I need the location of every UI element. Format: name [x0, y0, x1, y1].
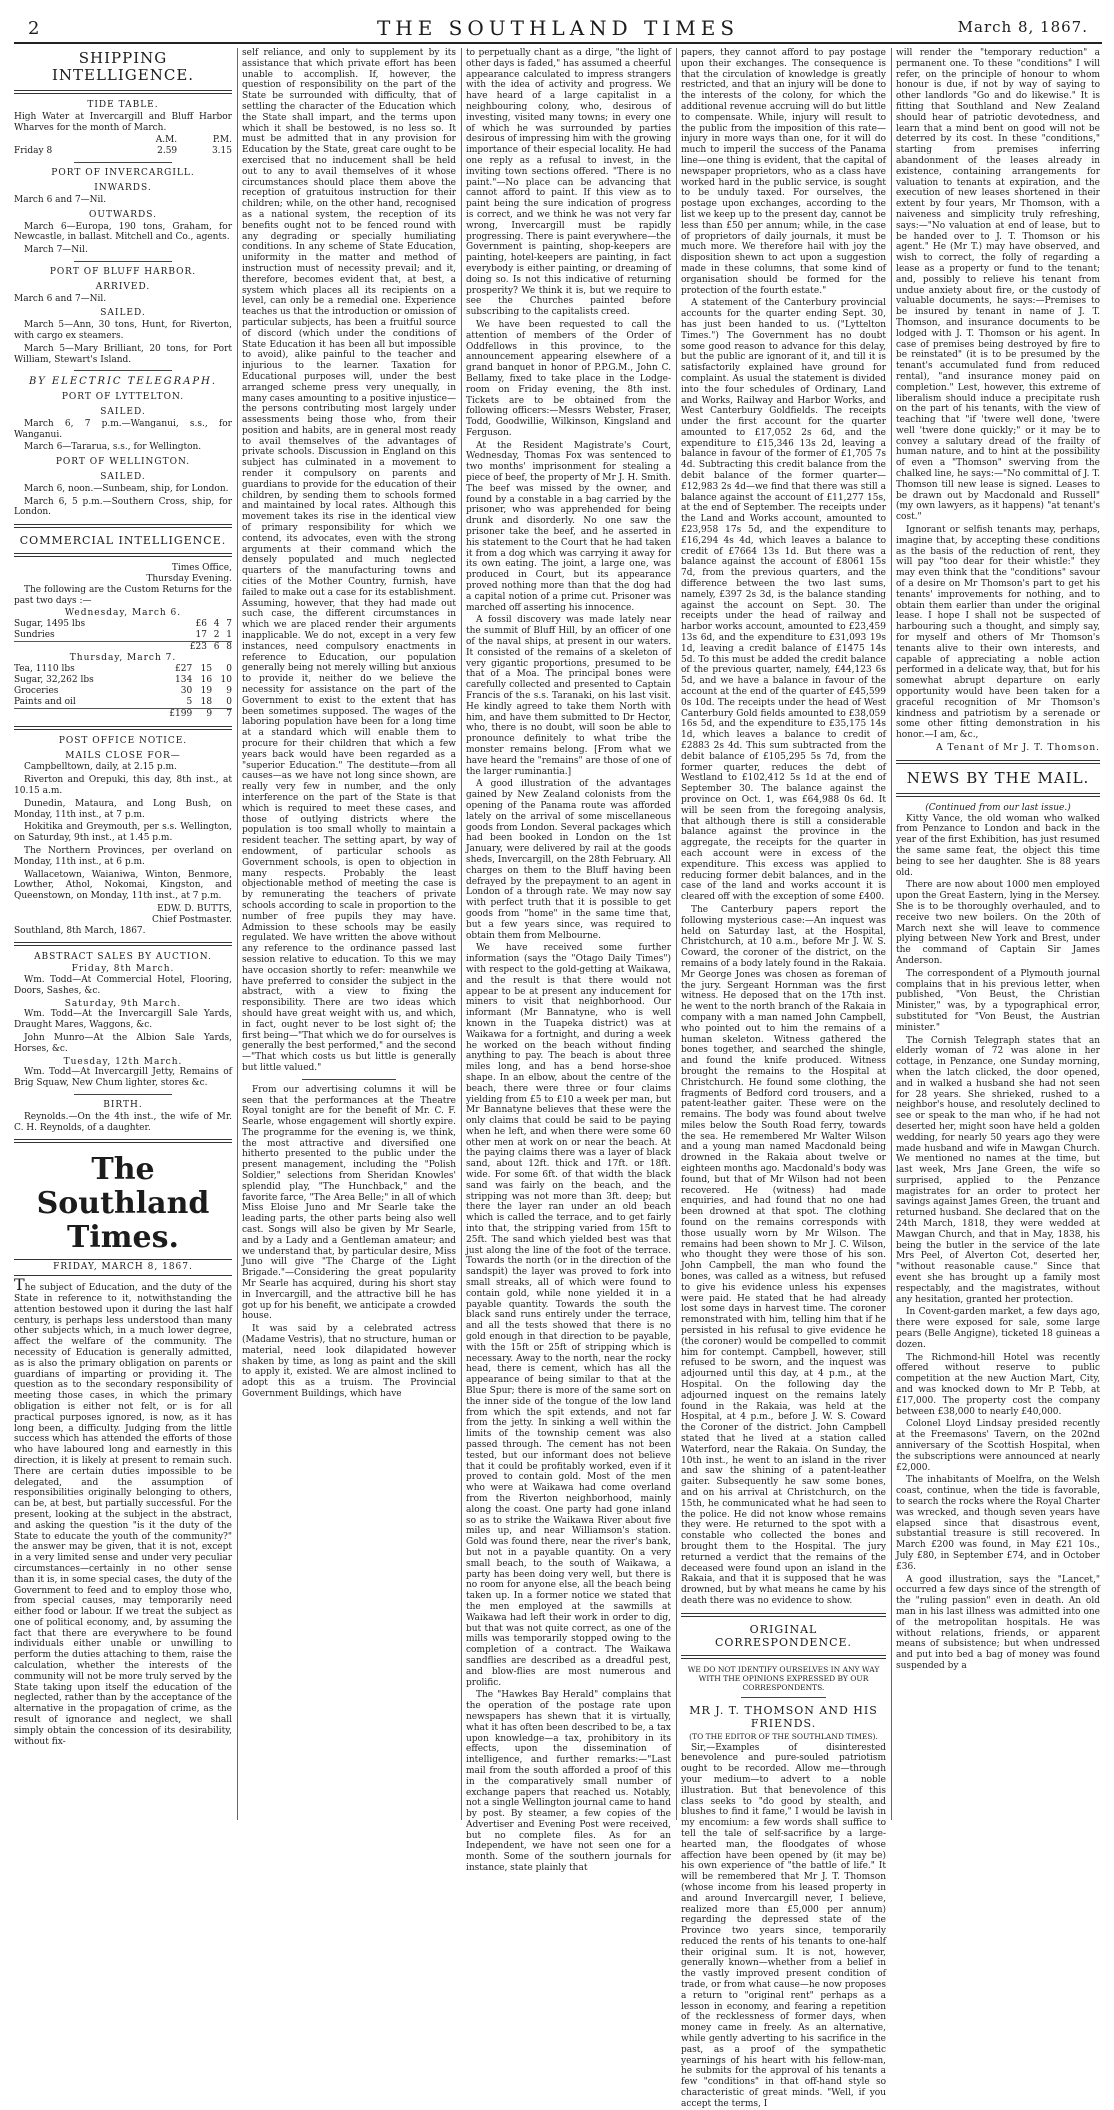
divider	[896, 760, 1100, 764]
news-item: Colonel Lloyd Lindsay presided recently at the Freemasons' Tavern, on the 202nd anniversary of the Scottish Hospital, when the subscriptions were announced at nearly £2,000.	[896, 1419, 1100, 1473]
correspondence-note: WE DO NOT IDENTIFY OURSELVES IN ANY WAY WITH THE OPINIONS EXPRESSED BY OUR CORRESPONDENTS.	[687, 1664, 880, 1692]
letter-signature: A Tenant of Mr J. T. Thomson.	[936, 743, 1100, 753]
news-paragraph: At the Resident Magistrate's Court, Wednesday, Thomas Fox was sentenced to two months' imprisonment for stealing a piece of beef, the property of Mr J. H. Smith. The beef was missed by the owner, and found by a constable in a bag carried by the prisoner, who was apprehended for being drunk and disorderly. No one saw the prisoner take the beef, and he asserted in his statement to the Court that he had taken it from a dog which was carrying it away for its own eating. The joint, a large one, was produced in Court, but its appearance proved nothing more than that the dog had a capital notion of a prime cut. Prisoner was marched off asserting his innocence.	[466, 440, 671, 613]
subheading: ARRIVED.	[95, 281, 151, 292]
customs-row: Groceries 30 19 9	[14, 685, 232, 696]
nameplate: The Southland Times.	[36, 1152, 210, 1256]
news-item: A good illustration, says the "Lancet," occurred a few days since of the strength of the "ruling passion" even in death. An old man in his last illness was admitted into one of the metropolitan hospitals. He was without relations, friends, or apparent means of subsistence; but when undressed and put into bed a bag of money was found suspended by a	[896, 1574, 1100, 1671]
shipping-entry: March 6 and 7—Nil.	[14, 293, 107, 304]
editorial-paragraph: The subject of Education, and the duty of the State in reference to it, notwithstanding the attention bestowed upon it during the last half century, is perhaps less understood than many other subjects which, in a much lower degree, affect the welfare of the community. The necessity of Education is generally admitted, as is also the primary obligation on parents or guardians of imparting or providing it. The question as to the secondary responsibility of meeting those cases, in which the primary obligation is either not felt, or is for all practical purposes ignored, is now, as it has long been, a difficulty. Judging from the little success which has attended the efforts of those who have laboured long and earnestly in this direction, it is likely at present to remain such. There are certain duties impossible to be delegated, and the assumption of responsibilities originally belonging to others, can be, at best, but partially successful. For the present, looking at the subject in the abstract, and asking the question "is it the duty of the State to educate the youth of the community?" the answer may be given, that it is not, except in a very limited sense and under very peculiar circumstances—certainly in no other sense than it is, in some special cases, the duty of the Government to feed and to employ those who, from special causes, may temporarily need either food or labour. If we treat the subject as one of political economy, and, by assuming the fact that there are everywhere to be found individuals either unable or unwilling to perform the duties attaching to them, raise the calculation, whether the interests of the community will not be more truly served by the State taking upon itself the education of the neglected, rather than by the acceptance of the alternative in the propagation of crime, as the result of ignorance and neglect, we shall simply obtain the concession of its desirability, without fix-	[14, 1275, 232, 1747]
postmaster-signature: EDW. D. BUTTS,	[157, 904, 232, 915]
column-3	[466, 48, 671, 1874]
tide-heading: TIDE TABLE.	[87, 100, 159, 110]
customs-table-2	[14, 664, 232, 720]
day-heading: Friday, 8th March.	[71, 964, 175, 975]
divider	[74, 261, 172, 262]
shipping-heading: SHIPPING INTELLIGENCE.	[51, 49, 195, 84]
column-rule	[461, 48, 462, 1820]
column-4	[681, 48, 886, 2109]
auctions-heading: ABSTRACT SALES BY AUCTION.	[34, 952, 212, 963]
customs-row: Sundries 17 2 1	[14, 630, 232, 641]
port-heading: PORT OF LYTTELTON.	[61, 392, 185, 403]
news-paragraph: We have received some further information (says the "Otago Daily Times") with respect to the gold-getting at Waikawa, and the result is that there would not appear to be at present any inducement for miners to visit that neighborhood. Our informant (Mr Bannatyne, who is well known in the Tuapeka district) was at Waikawa for a fortnight, and during a week he worked on the beach without finding anything to pay. The beach is about three miles long, and has a bend horse-shoe shape. In an elbow, about the centre of the beach, there were three or four claims yielding from £5 to £10 a week per man, but Mr Bannatyne believes that these were the only claims that could be said to be paying when he left, and when there were some 60 other men at work on or near the beach. At the paying claims there was a layer of black sand, about 12ft. thick and 17ft. or 18ft. wide. For some 6ft. of that width the black sand was fairly on the beach, and the stripping was not more than 3ft. deep; but there the layer ran under an old beach which is called the terrace, and to get fairly into that, the stripping varied from 15ft to 25ft. The sand which yielded best was that just along the line of the foot of the terrace. Towards the north (or in the direction of the sandspit) the layer was proved to fork into small streaks, all of which were found to contain gold, while none yielded it in a payable quantity. Towards the south the black sand runs entirely under the terrace, and all the tests showed that there is no gold enough in that direction to be payable, with the 15ft or 25ft of stripping which is necessary. Away to the north, near the rocky head, there is cement, which has all the appearance of being similar to that at the Blue Spur; there is more of the same sort on the inner side of the tongue of the low land from which the spit extends, and not far from the jetty. In sinking a well within the limits of the township cement was also passed through. The cement has not been tested, but our informant does not believe that it could be profitably worked, even if it proved to contain gold. Most of the men who were at Waikawa had come overland from the Riverton neighborhood, mainly along the coast. One party had gone inland so as to strike the Waikawa River about five miles up, and near Williamson's station. Gold was found there, near the river's bank, but not in a payable quantity. On a very small beach, to the south of Waikawa, a party has been doing very well, but there is no room for anyone else, all the beach being taken up. In a former notice we stated that the men employed at the sawmills at Waikawa had left their work in order to dig, but that was not quite correct, as one of the mills was temporarily stopped owing to the completion of a contract. The Waikawa sandflies are described as a dreadful pest, and blow-flies are most numerous and prolific.	[466, 943, 671, 1688]
divider	[14, 942, 232, 946]
subheading: INWARDS.	[94, 183, 152, 194]
tide-table	[14, 135, 232, 157]
news-paragraph: We have been requested to call the attention of members of the Order of Oddfellows in this province, to the announcement appearing elsewhere of a grand banquet in honor of P.P.G.M., John C. Bellamy, fixed to take place in the Lodge-room on Friday evening, the 8th inst. Tickets are to be obtained from the following officers:—Messrs Webster, Fraser, Todd, Goodwillie, Wilkinson, Kingsland and Ferguson.	[466, 319, 671, 438]
shipping-entry: March 6, 5 p.m.—Southern Cross, ship, for London.	[14, 496, 232, 518]
post-office-date: Southland, 8th March, 1867.	[14, 925, 146, 936]
shipping-entry: March 6 and 7—Nil.	[14, 194, 107, 205]
subheading: SAILED.	[100, 406, 146, 417]
letter-addressee: (TO THE EDITOR OF THE SOUTHLAND TIMES).	[689, 1731, 878, 1741]
customs-total: £199 9 7	[14, 708, 232, 720]
news-item: There are now about 1000 men employed upon the Great Eastern, lying in the Mersey. She is to be thoroughly overhauled, and to receive two new boilers. On the 20th of March next she will leave to commence plying between New York and Brest, under the command of Captain Sir James Anderson.	[896, 880, 1100, 966]
column-rule	[237, 48, 238, 1820]
shipping-entry: March 6—Europa, 190 tons, Graham, for Newcastle, in ballast. Mitchell and Co., agents.	[14, 221, 232, 243]
news-paragraph: A good illustration of the advantages gained by New Zealand colonists from the opening of the Panama route was afforded lately on the arrival of some miscellaneous goods from London. Several packages which had been booked in London on the 1st January, were delivered by rail at the goods sheds, Invercargill, on the 28th February. All charges on them to the Bluff having been defrayed by the prepayment to an agent in London of a through rate. We may now say with perfect truth that it is possible to get goods from "home" in the same time that, but a few years since, was required to obtain them from Melbourne.	[466, 779, 671, 941]
divider	[74, 1094, 172, 1095]
news-item: Kitty Vance, the old woman who walked from Penzance to London and back in the year of the first Exhibition, has just resumed the same same feat, the object this time being to see her daughter. She is 88 years old.	[896, 813, 1100, 878]
day-heading: Tuesday, 12th March.	[63, 1056, 183, 1067]
subheading: SAILED.	[100, 308, 146, 319]
tide-day: Friday 8	[14, 146, 53, 157]
shipping-entry: March 5—Mary Brilliant, 20 tons, for Port William, Stewart's Island.	[14, 343, 232, 365]
divider	[14, 524, 232, 528]
auction-entry: Wm. Todd—At Commercial Hotel, Flooring, Doors, Sashes, &c.	[14, 975, 232, 996]
commercial-intro: The following are the Custom Returns for the past two days :—	[14, 584, 232, 606]
port-heading: PORT OF BLUFF HARBOR.	[49, 266, 197, 277]
subheading: MAILS CLOSE FOR—	[65, 750, 181, 761]
customs-row: Paints and oil 5 18 0	[14, 696, 232, 707]
divider	[14, 1139, 232, 1143]
divider	[14, 726, 232, 730]
news-paragraph: The "Hawkes Bay Herald" complains that the operation of the postage rate upon newspapers has shewn that it is virtually, what it has often been described to be, a tax upon knowledge—a tax, prohibitory in its effects, upon the dissemination of intelligence, and further remarks:—"Last mail from the south afforded a proof of this in the comparatively small number of exchange papers that reached us. Notably, not a single Wellington journal came to hand by post. By steamer, a few copies of the Advertiser and Evening Post were received, but no complete files. As for an Independent, we have not seen one for a month. Some of the southern journals for instance, state plainly that	[466, 1690, 671, 1874]
divider	[14, 90, 232, 94]
shipping-entry: March 5—Ann, 30 tons, Hunt, for Riverton, with cargo ex steamers.	[14, 320, 232, 341]
customs-row: Sugar, 32,262 lbs 134 16 10	[14, 674, 232, 685]
auction-entry: Wm. Todd—At the Invercargill Sale Yards, Draught Mares, Waggons, &c.	[14, 1009, 232, 1031]
mail-item: The Northern Provinces, per overland on Monday, 11th inst., at 6 p.m.	[14, 846, 232, 867]
office-line: Times Office,	[171, 563, 232, 574]
tide-pm: 3.15	[211, 146, 232, 157]
shipping-entry: March 7—Nil.	[24, 245, 88, 256]
news-item: The Cornish Telegraph states that an elderly woman of 72 was alone in her cottage, in Penzance, one Sunday morning, when the latch clicked, the door opened, and in walked a husband she had not seen for 28 years. She shrieked, rushed to a neighbor's house, and resolutely declined to see or speak to the man who, if he had not deserted her, might soon have held a golden wedding, for nearly 50 years ago they were made husband and wife in Mawgan Church. We mentioned no names at the time, but last week, Mrs Jane Green, the wife so surprised, applied to the Penzance magistrates for an order to protect her savings against James Green, the truant and returned husband. She declared that on the 24th March, 1818, they were wedded at Mawgan Church, and that in May, 1838, his being the butler in the service of the late Mrs Peel, of Alverton Cot, deserted her, "without reasonable cause." Since that event she has brought up a family most respectably, and the magistrates, without any hesitation, granted her protection.	[896, 1035, 1100, 1305]
divider	[741, 1697, 826, 1698]
commercial-heading: COMMERCIAL INTELLIGENCE.	[19, 534, 227, 548]
port-heading: PORT OF INVERCARGILL.	[51, 168, 195, 179]
divider	[302, 1079, 396, 1080]
tide-am: 2.59	[157, 146, 178, 157]
editorial-paragraph: self reliance, and only to supplement by its assistance that which private effort has been unable to accomplish. If, however, the question of responsibility on the part of the State be surrounded with difficulty, that of settling the character of the Education which the State shall impart, and the terms upon which it shall be bestowed, is no less so. It must be admitted that in any provision for Education by the State, great care ought to be exercised that no inducement shall be held out to any to avail themselves of it whose circumstances should place them above the reception of gratuitous instruction for their children; while, on the other hand, recognised as a national system, the reception of its benefits ought not to be fenced round with any degrading or specially humiliating conditions. In any scheme of State Education, uniformity in the matter and method of instruction must of necessity prevail; and it, therefore, becomes evident that, at best, a system which places all its recipients on a level, can only be a remedial one. Experience teaches us that the introduction or omission of particular subjects, has been a fruitful source of discord (which under the conditions of State Education it has been all but impossible to avoid), alike painful to the teacher and injurious to the learner. Taxation for Educational purposes will, under the best arranged scheme press very unequally, in many cases amounting to a positive injustice—the persons contributing most largely under assessments being those who, from their position and habits, are in general most ready to avail themselves of the advantages of private schools. Discussion in England on this subject has culminated in a movement to render it compulsory on parents and guardians to provide for the education of their children, by sending them to schools formed and maintained by local rates. Although this movement takes its rise in the identical view of primary responsibility for which we contend, its advocates, even with the strong arguments at their command which the densely populated and much neglected quarters of the manufacturing towns and cities of the Mother Country, furnish, have failed to make out a case for its establishment. Assuming, however, that they had made out such case, the different circumstances in which we are placed render their arguments inapplicable. We do not, except in a very few instances, need compulsory enactments in reference to Education, our population generally being not merely willing but anxious to provide it, neither do we believe the necessity for assistance on the part of the Government to exist to the extent that has been sometimes supposed. The wages of the laboring population have been for a long time at a standard which will enable them to procure for their children that which a few years back would have been regarded as a "superior Education." The destitute—from all causes—as we have not long since shown, are really very few in number, and the only interference on the part of the State is that which is required to meet these cases, and those of outlying districts where the population is too small wholly to maintain a resident teacher. The setting apart, by way of endowment, of particular schools as Government schools, is open to objection in many respects. Probably the least objectionable method of meeting the case is by remunerating the teachers of private schools according to scale in proportion to the number of free pupils they may have. Admission to these schools may be easily regulated. We have written the above without any reference to the ordinance passed last session relative to education. To this we may have occasion shortly to refer: meanwhile we have preferred to consider the subject in the abstract, with a view to fixing the responsibility. There are two ideas which should have great weight with us, and which, in fact, ought never to be lost sight of; the first being—"That which we do for ourselves is generally the best performed," and the second—"That which costs us but little is generally but little valued."	[242, 48, 456, 1073]
news-paragraph: From our advertising columns it will be seen that the performances at the Theatre Royal tonight are for the benefit of Mr. C. F. Searle, whose engagement will shortly expire. The programme for the evening is, we think, the most attractive and diversified one hitherto presented to the public under the present management, including the "Polish Soldier," selections from Sheridan Knowles' splendid play, "The Hunchback," and the favorite farce, "The Area Belle;" in all of which Miss Eloise Juno and Mr Searle take the leading parts, the other parts being also well cast. Songs will also be given by Mr Searle, and by a Lady and a Gentleman amateur; and we understand that, by particular desire, Miss Juno will give "The Charge of the Light Brigade."—Considering the great popularity Mr Searle has acquired, during his short stay in Invercargill, and the attractive bill he has got up for his benefit, we anticipate a crowded house.	[242, 1084, 456, 1322]
divider	[14, 553, 232, 557]
masthead	[14, 12, 1102, 44]
news-paragraph: The Canterbury papers report the following mysterious case:—An inquest was held on Saturday last, at the Hospital, Christchurch, at 10 a.m., before Mr J. W. S. Coward, the coroner of the district, on the remains of a body lately found in the Rakaia. Mr George Jones was chosen as foreman of the jury. Sergeant Hornman was the first witness. He deposed that on the 17th inst. he went to the north branch of the Rakaia in company with a man named John Campbell, who pointed out to him the remains of a human skeleton. Witness gathered the bones together, and searched the shingle, and found the knife produced. Witness brought the remains to the Hospital at Christchurch. He found some clothing, the fragments of Bedford cord trousers, and a patent-leather gaiter. These were on the remains. The body was found about twelve miles below the South Road ferry, towards the sea. He remembered Mr Walter Wilson and a young man named Macdonald being drowned in the Rakaia about twelve or eighteen months ago. Macdonald's body was found, but that of Mr Wilson had not been recovered. He (witness) had made enquiries, and had found that no one had been drowned at that spot. The clothing found on the remains corresponds with those usually worn by Mr Wilson. The remains had been shown to Mr J. C. Wilson, who thought they were those of his son. John Campbell, the man who found the bones, was called as a witness, but refused to give his evidence unless his expenses were paid. He stated that he had already lost some days in harvest time. The coroner remonstrated with him, telling him that if he persisted in his refusal to give evidence he (the coroner) would be compelled to commit him for contempt. Campbell, however, still refused to be sworn, and the inquest was adjourned until this day, at 4 p.m., at the Hospital. On the following day the adjourned inquest on the remains lately found in the Rakaia, was held at the Hospital, at 4 p.m., before J. W. S. Coward the Coroner of the district. John Campbell stated that he lived at a station called Waterford, near the Rakaia. On Sunday, the 10th inst., he went to an island in the river and saw the shining of a patent-leather gaiter. Subsequently he saw some bones, and on his arrival at Christchurch, on the 15th, he communicated what he had seen to the police. He did not know whose remains they were. He returned to the spot with a constable who collected the bones and brought them to the Hospital. The jury returned a verdict that the remains of the deceased were found upon an island in the Rakaia, and that it is supposed that he was drowned, but by what means he came by his death there was no evidence to show.	[681, 904, 886, 1606]
mail-item: Hokitika and Greymouth, per s.s. Wellington, on Saturday, 9th inst., at 1.45 p.m.	[14, 822, 232, 844]
day-heading: Wednesday, March 6.	[64, 608, 182, 619]
column-2	[242, 48, 456, 1820]
column-1	[14, 48, 232, 1820]
news-paragraph: papers, they cannot afford to pay postage upon their exchanges. The consequence is that the circulation of knowledge is greatly restricted, and that an injury will be done to the interests of the colony, for which the additional revenue accruing will do but little to compensate. While, injury will result to the public from the imposition of this rate—injury in more ways than one, for it will do much to imperil the success of the Panama line—one thing is evident, that the capital of newspaper proprietors, who as a class have worked hard in the public service, is sought to be unduly taxed. For ourselves, the postage upon exchanges, according to the list we keep up to the present day, cannot be less than £50 per annum; while, in the case of proprietors of daily journals, it must be much more. We therefore hail with joy the disposition shewn to act upon a suggestion made in these columns, that some kind of organisation should be formed for the protection of the fourth estate."	[681, 48, 886, 296]
news-paragraph: It was said by a celebrated actress (Madame Vestris), that no structure, human or material, need look dilapidated however shaken by time, as long as paint and the skill to apply it, existed. We are almost inclined to adopt this as a truism. The Provincial Government Buildings, which have	[242, 1324, 456, 1400]
day-heading: Thursday, March 7.	[69, 653, 177, 664]
mail-item: Campbelltown, daily, at 2.15 p.m.	[24, 762, 177, 773]
letter-paragraph: Sir,—Examples of disinterested benevolence and pure-souled patriotism ought to be recorded. Allow me—through your medium—to advert to a noble illustration. But that benevolence of this class seeks to "do good by stealth, and blushes to find it fame," I would be lavish in my encomium: a few words shall suffice to tell the tale of self-sacrifice by a large-hearted man, the floodgates of whose affection have been opened by (it may be) his own experience of "the battle of life." It will be remembered that Mr J. T. Thomson (whose income from his leased property in and around Invercargill never, I believe, realized more than £5,000 per annum) regarding the depressed state of the Province two years since, temporarily reduced the rents of his tenants to one-half their original sum. It is not, however, generally known—whether from a belief in the vastly improved present condition of trade, or from what cause—he now proposes a return to "original rent" perhaps as a lesson in economy, and fearing a repetition of the recklessness of former days, when money came in freely. As an alternative, while gently adverting to his sacrifice in the past, as a proof of the sympathetic yearnings of his heart with his fellow-man, he submits for the approval of his tenants a few "conditions" in that off-hand style so characteristic of great minds. "Well, if you accept the terms, I	[681, 1742, 886, 2109]
shipping-entry: March 6—Tararua, s.s., for Wellington.	[24, 442, 202, 453]
customs-row: Sugar, 1495 lbs £6 4 7	[14, 619, 232, 630]
news-item: The inhabitants of Moelfra, on the Welsh coast, continue, when the tide is favorable, to search the rocks where the Royal Charter was wrecked, and though seven years have elapsed since that disastrous event, substantial treasure is still recovered. In March £200 was found, in May £21 10s., July £80, in September £74, and in October £36.	[896, 1475, 1100, 1572]
shipping-entry: March 6, 7 p.m.—Wanganui, s.s., for Wanganui.	[14, 418, 232, 440]
tide-am-label: A.M.	[155, 135, 178, 146]
customs-table-1	[14, 619, 232, 653]
postmaster-title: Chief Postmaster.	[151, 914, 232, 925]
customs-total: £23 6 8	[14, 642, 232, 654]
subheading: SAILED.	[100, 471, 146, 482]
divider	[681, 1613, 886, 1617]
news-item: The Richmond-hill Hotel was recently offered without reserve to public competition at the new Auction Mart, City, and was knocked down to Mr P. Tebb, at £17,000. The property cost the company between £38,000 to nearly £40,000.	[896, 1352, 1100, 1417]
divider	[74, 162, 172, 163]
news-heading: NEWS BY THE MAIL.	[906, 768, 1090, 787]
birth-heading: BIRTH.	[103, 1100, 143, 1110]
news-item: The correspondent of a Plymouth journal complains that in his previous letter, when published, "Von Beust, the Christian Minister," was, by a typographical error, substituted for "Von Beust, the Austrian minister."	[896, 968, 1100, 1033]
divider	[896, 793, 1100, 797]
evening-line: Thursday Evening.	[146, 573, 232, 584]
port-heading: PORT OF WELLINGTON.	[55, 457, 191, 468]
tide-intro: High Water at Invercargill and Bluff Harbor Wharves for the month of March.	[14, 111, 232, 133]
column-rule	[891, 48, 892, 1820]
customs-row: Tea, 1110 lbs £27 15 0	[14, 663, 232, 674]
page-number: 2	[28, 18, 40, 39]
telegraph-heading: BY ELECTRIC TELEGRAPH.	[28, 376, 218, 388]
mail-item: Wallacetown, Waianiwa, Winton, Benmore, Lowther, Athol, Nokomai, Kingston, and Queenstown, on Monday, 11th inst., at 7 p.m.	[14, 869, 232, 902]
news-paragraph: to perpetually chant as a dirge, "the light of other days is faded," has assumed a cheerful appearance calculated to impress strangers with the idea of activity and progress. We have heard of a large capitalist in a neighbouring colony, who, desirous of investing, visited many towns; in every one of which he was surrounded by parties desirous of impressing him with the growing importance of their especial locality. He had one reply as a refusal to invest, in the inviting town sections offered. "There is no paint."—No place can be advancing that cannot afford to paint. If this view as to paint being the sure indication of progress is correct, and we think he was not very far wrong, Invercargill must be rapidly progressing. There is paint everywhere—the Government is painting, shop-keepers are painting, hotel-keepers are painting, in fact everybody is either painting, or dreaming of doing so. Is not this indicative of returning prosperity? We think it is, but we require to see the Churches painted before subscribing to the capitalists creed.	[466, 48, 671, 318]
post-office-heading: POST OFFICE NOTICE.	[58, 735, 188, 746]
nameplate-date: FRIDAY, MARCH 8, 1867.	[14, 1259, 232, 1276]
auction-entry: John Munro—At the Albion Sale Yards, Horses, &c.	[14, 1033, 232, 1054]
tide-pm-label: P.M.	[212, 135, 232, 146]
letter-paragraph: Ignorant or selfish tenants may, perhaps, imagine that, by accepting these conditions as the basis of the reduction of rent, they will pay "too dear for their whistle:" they may even think that the "conditions" savour of a desire on Mr Thomson's part to get his tenants' improvements for nothing, and to obtain them earlier than under the original lease. I hope I shall not be suspected of harbouring such a thought, and simply say, for myself and others of Mr Thomson's tenants alive to their own interests, and capable of appreciating a noble action performed in a delicate way, that, but for his somewhat abrupt departure on early opportunity would have been taken for a graceful recognition of Mr Thomson's kindness and patriotism by a serenade or some other fitting demonstration in his honor.—I am, &c.,	[896, 525, 1100, 741]
day-heading: Saturday, 9th March.	[64, 998, 182, 1009]
news-item: In Covent-garden market, a few days ago, there were exposed for sale, some large pears (Belle Angigne), ticketed 18 guineas a dozen.	[896, 1307, 1100, 1350]
news-paragraph: A fossil discovery was made lately near the summit of Bluff Hill, by an officer of one of the naval ships, at present in our waters. It consisted of the remains of a skeleton of very gigantic proportions, presumed to be that of a Moa. The principal bones were carefully collected and presented to Captain Francis of the s.s. Taranaki, on his last visit. He kindly agreed to take them North with him, and have them submitted to Dr Hector, who, there is no doubt, will soon be able to pronounce definitely to what tribe the monster remains belong. [From what we have heard the "remains" are those of one of the larger ruminantia.]	[466, 615, 671, 777]
divider	[681, 1655, 886, 1659]
continuation-note: (Continued from our last issue.)	[925, 802, 1071, 813]
newspaper-title: THE SOUTHLAND TIMES	[376, 16, 740, 40]
divider	[74, 370, 172, 371]
shipping-entry: March 6, noon.—Sunbeam, ship, for London.	[24, 483, 229, 494]
mail-item: Riverton and Orepuki, this day, 8th inst., at 10.15 a.m.	[14, 775, 232, 797]
subheading: OUTWARDS.	[89, 209, 157, 220]
auction-entry: Wm. Todd—At Invercargill Jetty, Remains of Brig Squaw, New Chum lighter, stores &c.	[14, 1067, 232, 1089]
birth-notice: Reynolds.—On the 4th inst., the wife of Mr. C. H. Reynolds, of a daughter.	[14, 1111, 232, 1133]
correspondence-heading: ORIGINAL CORRESPONDENCE.	[714, 1622, 853, 1649]
letter-heading: MR J. T. THOMSON AND HIS FRIENDS.	[689, 1703, 878, 1730]
column-5	[896, 48, 1100, 1820]
news-paragraph: A statement of the Canterbury provincial accounts for the quarter ending Sept. 30, has just been handed to us. ("Lyttelton Times.") The Government has no doubt some good reason to advance for this delay, but the public are ignorant of it, and till it is satisfactorily explained have ground for complaint. As usual the statement is divided into the four schedules of Ordinary, Land and Works, Railway and Harbor Works, and West Canterbury Goldfields. The receipts under the first account for the quarter amounted to £17,052 2s 6d, and the expenditure to £15,346 13s 2d, leaving a balance in favour of the former of £1,705 7s 4d. Subtracting this credit balance from the debit balance of the former quarter—£12,983 2s 4d—we find that there was still a balance against the account of £11,277 15s, at the end of September. The receipts under the Land and Works account, amounted to £23,958 17s 5d, and the expenditure to £16,294 4s 4d, which leaves a balance to credit of £7664 13s 1d. But there was a balance against the account of £8061 15s 7d, from the previous quarters, and the difference between the two last sums, namely, £397 2s 3d, is the balance standing against the account on Sept. 30. The receipts under the head of railway and harbor works account, amounted to £23,459 13s 6d, and the expenditure to £31,093 19s 1d, leaving a credit balance of £1475 14s 5d. To this must be added the credit balance of the previous quarter, namely, £44,123 6s 5d, and we have a balance in favour of the account at the end of the quarter of £45,599 0s 10d. The receipts under the head of West Canterbury Gold fields amounted to £38,059 16s 5d, and the expenditure to £35,175 14s 1d, which leaves a balance to credit of £2883 2s 4d. This sum subtracted from the debit balance of £105,295 5s 7d, from the former quarter, reduces the debt of Westland to £102,412 5s 1d at the end of September 30. The balance against the province on Oct. 1, was £64,988 0s 6d. It will be seen from the foregoing analysis, that although there is still a considerable balance against the province in the aggregate, the receipts for the quarter in each account were in excess of the expenditure. This excess was applied to reducing former debit balances, and in the case of the land and works account it is cleared off with the exception of some £400.	[681, 298, 886, 903]
issue-date: March 8, 1867.	[957, 18, 1088, 36]
letter-paragraph: will render the "temporary reduction" a permanent one. To these "conditions" I will refer, on the principle of honour to whom honour is due, if not by way of saying to other landlords "Go and do likewise." It is fitting that Southland and New Zealand should hear of patriotic devotedness, and learn that a mind bent on good will not be deterred by its cost. In these "conditions," starting from premises inferring abandonment of the leases already in existence, containing arrangements for valuation to tenants at expiration, and the execution of new leases shortened in their extent by four years, Mr Thomson, with a naiveness and simplicity truly refreshing, says:—"No valuation at end of lease, but to be handed over to J. T. Thomson or his agent." He (Mr T.) may have observed, and wish to correct, the folly of regarding a lease as a property or fund to the tenant; and, possibly to relieve his tenant from undue anxiety about fire, or the custody of valuable documents, he says:—Premises to be insured by tenant in name of J. T. Thomson, and insurance documents to be lodged with J. T. Thomson or his agent. In case of premises being destroyed by fire to be reinstated" (it is to be presumed by the tenant's accumulated fund from reduced rental), "and insurance money paid on completion." Lest, however, this extreme of liberalism should induce a precipitate rush on the part of his tenants, with the view of teaching that "if 'twere well done, 'twere well 'twere done quickly;" or it may be to convey a salutary dread of the frailty of human nature, and to hint at the possibility of even a "Thomson" swerving from the chalked line, he says:—"No committal of J. T. Thomson till new lease is signed. Leases to be drawn out by Macdonald and Russell" (my own lawyers, as it happens) "at tenant's cost."	[896, 48, 1100, 523]
column-rule	[676, 48, 677, 1820]
mail-item: Dunedin, Mataura, and Long Bush, on Monday, 11th inst., at 7 p.m.	[14, 798, 232, 820]
